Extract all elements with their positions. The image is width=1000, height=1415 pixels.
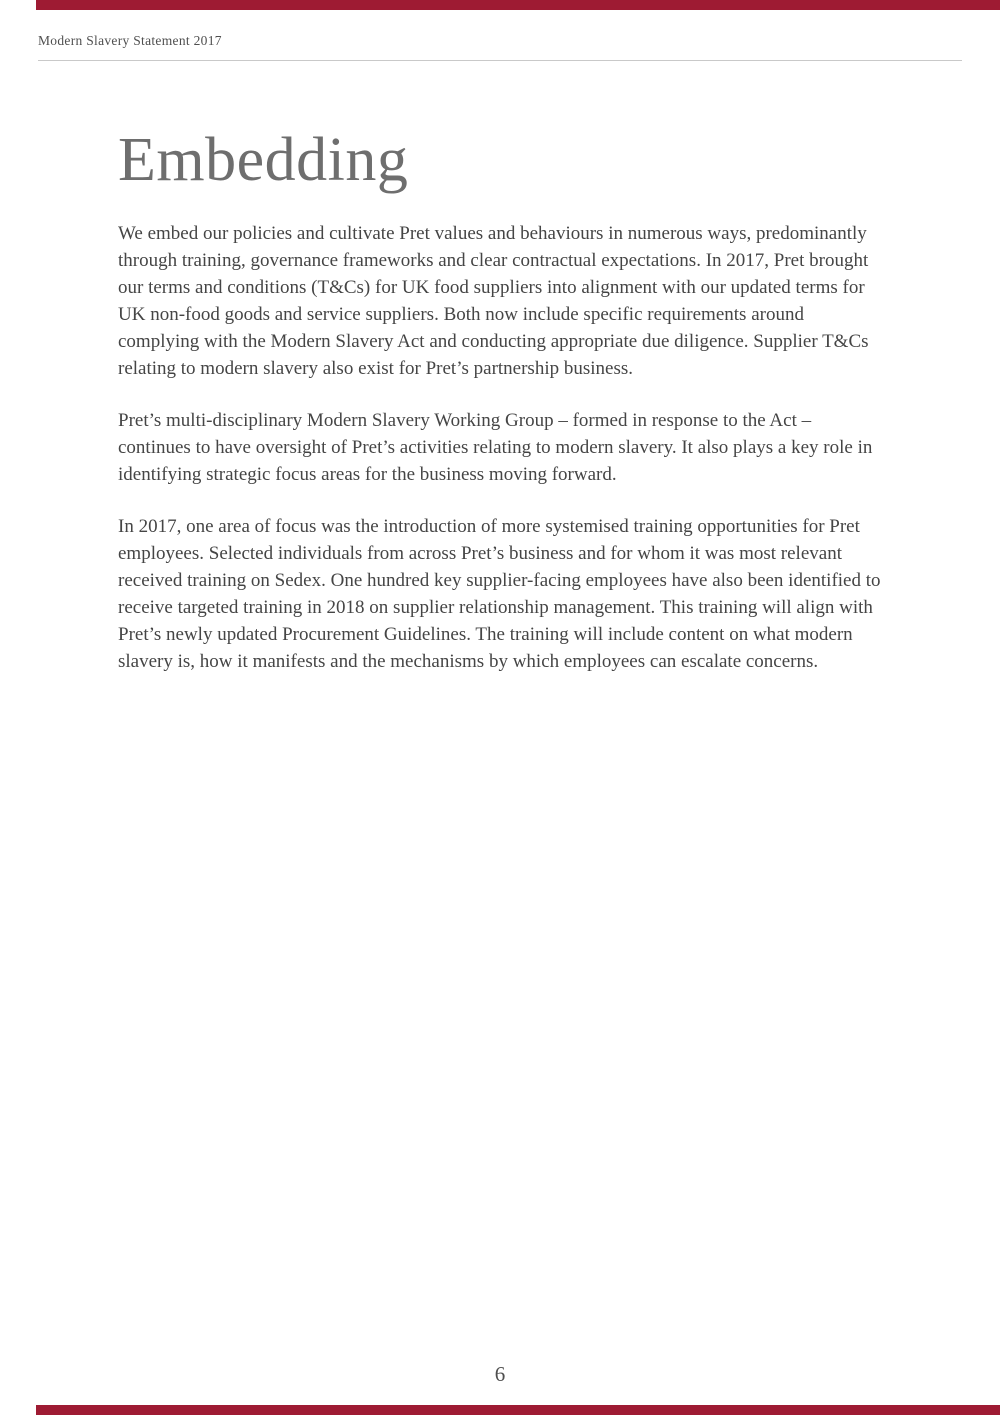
body-paragraph: Pret’s multi-disciplinary Modern Slavery Working Group – formed in response to the Act – continues to have oversight of Pret’s activities relating to modern slavery. It also plays a key role in identifying strategic focus areas for the business moving forward. xyxy=(118,410,873,486)
page-content xyxy=(118,126,886,700)
document-header xyxy=(38,33,962,69)
body-paragraph: In 2017, one area of focus was the introduction of more systemised training opportunities for Pret employees. Selected individuals from across Pret’s business and for whom it was most relevant received training on Sedex. One hundred key supplier-facing employees have also been identified to receive targeted training in 2018 on supplier relationship management. This training will align with Pret’s newly updated Procurement Guidelines. The training will include content on what modern slavery is, how it manifests and the mechanisms by which employees can escalate concerns. xyxy=(118,516,881,673)
top-accent-bar xyxy=(36,0,1000,10)
section-heading: Embedding xyxy=(118,126,409,194)
bottom-accent-bar xyxy=(36,1405,1000,1415)
page-number: 6 xyxy=(494,1362,506,1386)
header-rule xyxy=(38,60,962,61)
body-paragraph: We embed our policies and cultivate Pret values and behaviours in numerous ways, predominantly through training, governance frameworks and clear contractual expectations. In 2017, Pret brought our terms and conditions (T&Cs) for UK food suppliers into alignment with our updated terms for UK non-food goods and service suppliers. Both now include specific requirements around complying with the Modern Slavery Act and conducting appropriate due diligence. Supplier T&Cs relating to modern slavery also exist for Pret’s partnership business. xyxy=(118,223,869,380)
document-header-title: Modern Slavery Statement 2017 xyxy=(38,33,222,48)
